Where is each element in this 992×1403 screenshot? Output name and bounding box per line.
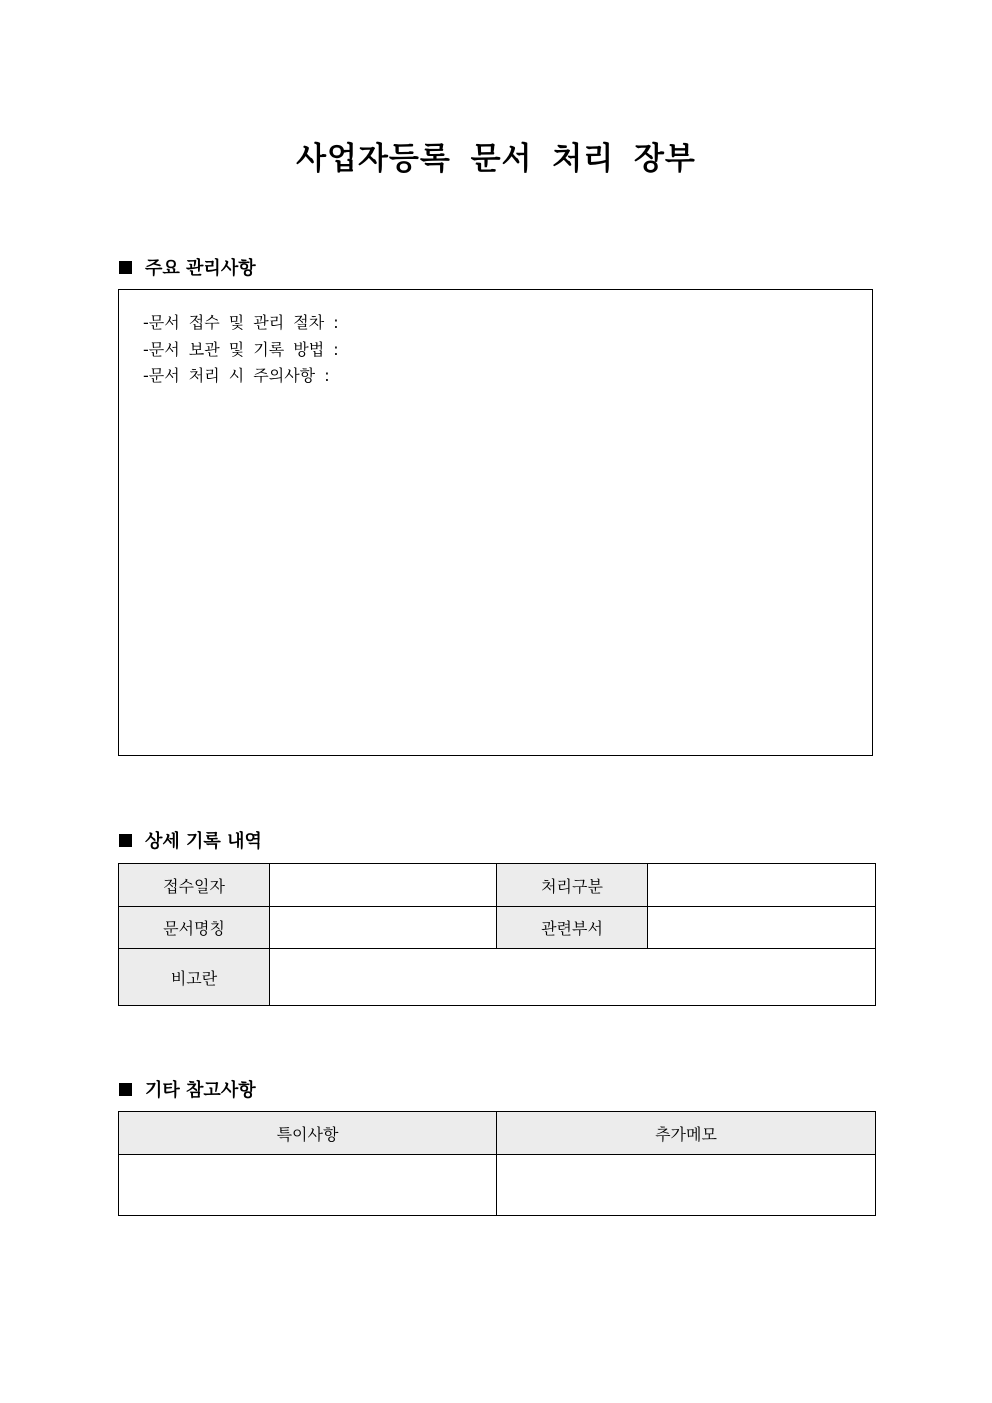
section-heading-main-items	[119, 254, 256, 280]
process-type-label: 처리구분	[497, 864, 648, 907]
special-notes-header: 특이사항	[119, 1112, 497, 1155]
note-line-receipt-procedure: -문서 접수 및 관리 절차 :	[143, 313, 339, 332]
document-name-label: 문서명칭	[119, 907, 270, 949]
section-heading-label: 상세 기록 내역	[145, 831, 262, 852]
note-line-cautions: -문서 처리 시 주의사항 :	[143, 366, 330, 385]
section-heading-details	[119, 827, 262, 853]
table-row	[119, 949, 876, 1006]
section-heading-label: 주요 관리사항	[145, 258, 256, 279]
remarks-label: 비고란	[119, 949, 270, 1006]
related-department-label: 관련부서	[497, 907, 648, 949]
related-department-field[interactable]	[648, 907, 876, 949]
table-row	[119, 864, 876, 907]
table-row	[119, 1155, 876, 1216]
special-notes-field[interactable]	[119, 1155, 497, 1216]
page-title: 사업자등록 문서 처리 장부	[296, 141, 696, 177]
section-heading-other-notes	[119, 1076, 256, 1102]
square-bullet-icon	[119, 834, 132, 847]
additional-memo-header: 추가메모	[497, 1112, 876, 1155]
additional-memo-field[interactable]	[497, 1155, 876, 1216]
table-row	[119, 907, 876, 949]
management-notes-box[interactable]	[118, 289, 873, 756]
note-line-storage-method: -문서 보관 및 기록 방법 :	[143, 339, 339, 359]
receipt-date-field[interactable]	[270, 864, 497, 907]
section-heading-label: 기타 참고사항	[145, 1080, 256, 1101]
square-bullet-icon	[119, 261, 132, 274]
square-bullet-icon	[119, 1083, 132, 1096]
receipt-date-label: 접수일자	[119, 864, 270, 907]
process-type-field[interactable]	[648, 864, 876, 907]
other-notes-table	[118, 1111, 876, 1216]
remarks-field[interactable]	[270, 949, 876, 1006]
detail-record-table	[118, 863, 876, 1006]
table-row	[119, 1112, 876, 1155]
document-name-field[interactable]	[270, 907, 497, 949]
